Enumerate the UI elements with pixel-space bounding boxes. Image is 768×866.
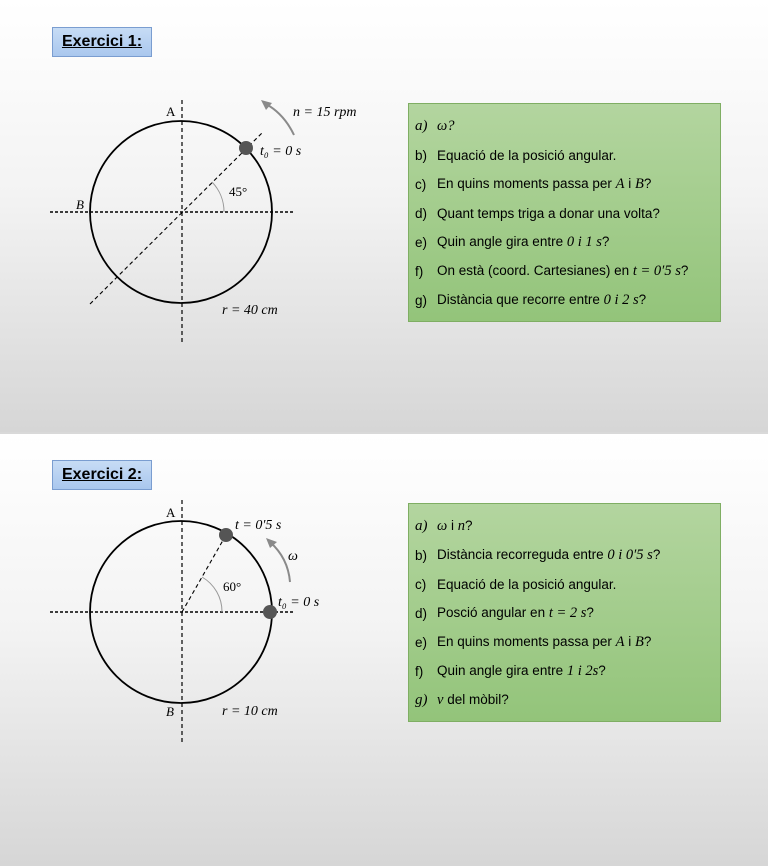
text-fragment: Equació de la posició angular. [437,577,617,592]
question-label: b) [415,148,428,163]
label-a: A [166,104,176,119]
question-label: d) [415,606,428,621]
text-fragment: Equació de la posició angular. [437,148,617,163]
t-point-label: t = 0′5 s [235,518,282,533]
math-fragment: A [615,176,625,192]
question-text [437,234,609,251]
question-text [437,634,651,651]
question-item [415,112,714,141]
exercise-2-title: Exercici 2: [52,460,152,490]
text-fragment: En quins moments passa per [437,634,616,649]
question-text [437,148,616,163]
t0-label: t₀ = 0 s [260,144,302,159]
question-text [437,263,688,280]
radius-label: r = 40 cm [222,303,278,318]
math-fragment: t = 2 s [548,605,587,621]
question-label: d) [415,206,428,221]
question-item [415,570,714,599]
text-fragment: On està (coord. Cartesianes) en [437,263,633,278]
question-text [437,605,594,622]
question-label: c) [415,577,427,592]
question-text [437,663,606,680]
diagonal-radius-line [90,133,262,304]
rpm-label: n = 15 rpm [293,105,357,120]
text-fragment: ? [601,234,610,249]
math-fragment: 0 i 0′5 s [607,547,653,563]
text-fragment: Distància que recorre entre [437,292,604,307]
angle-label: 60° [223,579,242,594]
math-fragment: A [615,634,625,650]
text-fragment: del mòbil? [443,692,509,707]
question-label: e) [415,235,428,250]
text-fragment: Quant temps triga a donar una volta? [437,206,660,221]
math-fragment: 1 i 2s [566,663,599,679]
math-fragment: v [437,692,444,708]
math-fragment: n [457,518,466,534]
text-fragment: Distància recorreguda entre [437,547,608,562]
question-item [415,657,714,686]
question-label: c) [415,177,427,192]
question-text [437,292,646,309]
text-fragment: ? [638,292,647,307]
mobile-point-t [219,528,233,542]
question-label: b) [415,548,428,563]
text-fragment: ? [643,634,652,649]
question-label: g) [415,293,428,308]
question-item [415,599,714,628]
question-text [437,577,616,592]
exercise-1-slide [0,0,768,432]
question-item [415,541,714,570]
question-item [415,512,714,541]
question-text [437,176,651,193]
math-fragment: B [634,176,644,192]
question-label: f) [415,664,424,679]
angle-label: 45° [229,184,248,199]
question-item [415,628,714,657]
text-fragment: ? [680,263,689,278]
question-item [415,199,714,228]
text-fragment: ? [643,176,652,191]
exercise-1-title: Exercici 1: [52,27,152,57]
question-text [437,692,509,709]
question-item [415,286,714,315]
exercise-2-slide [0,434,768,866]
question-label: a) [415,518,428,534]
radius-line [182,535,226,612]
math-fragment: 0 i 1 s [566,234,602,250]
label-b: B [76,197,84,212]
mobile-point [239,141,253,155]
question-text [437,547,660,564]
question-item [415,170,714,199]
text-fragment: ? [465,518,473,533]
math-fragment: B [634,634,644,650]
text-fragment: Quin angle gira entre [437,663,567,678]
rotation-arrow [266,104,294,135]
text-fragment: ? [598,663,606,678]
text-fragment: Posció angular en [437,605,549,620]
question-label: a) [415,118,428,134]
angle-arc [202,577,222,612]
question-item [415,228,714,257]
omega-label: ω [288,549,298,564]
mobile-point-t0 [263,605,277,619]
label-b: B [166,704,174,719]
question-item [415,257,714,286]
question-text [437,118,455,135]
angle-arc [212,182,224,212]
question-label: f) [415,264,424,279]
rotation-arrow-head [261,100,272,110]
math-fragment: ω [437,518,448,534]
question-item [415,686,714,715]
math-fragment: t = 0′5 s [632,263,681,279]
text-fragment: i [624,176,635,191]
text-fragment: Quin angle gira entre [437,234,567,249]
label-a: A [166,505,176,520]
question-item [415,141,714,170]
question-label: e) [415,635,428,650]
radius-label: r = 10 cm [222,704,278,719]
question-text [437,518,473,535]
exercise-2-questions [408,503,721,722]
text-fragment: En quins moments passa per [437,176,616,191]
text-fragment: ? [586,605,594,620]
text-fragment: i [624,634,635,649]
math-fragment: ω? [437,118,455,134]
t0-label: t₀ = 0 s [278,595,320,610]
math-fragment: 0 i 2 s [603,292,639,308]
question-text [437,206,660,221]
exercise-1-questions [408,103,721,322]
rotation-arrow [270,542,290,582]
text-fragment: ? [652,547,661,562]
text-fragment: i [447,518,458,533]
question-label: g) [415,692,428,708]
